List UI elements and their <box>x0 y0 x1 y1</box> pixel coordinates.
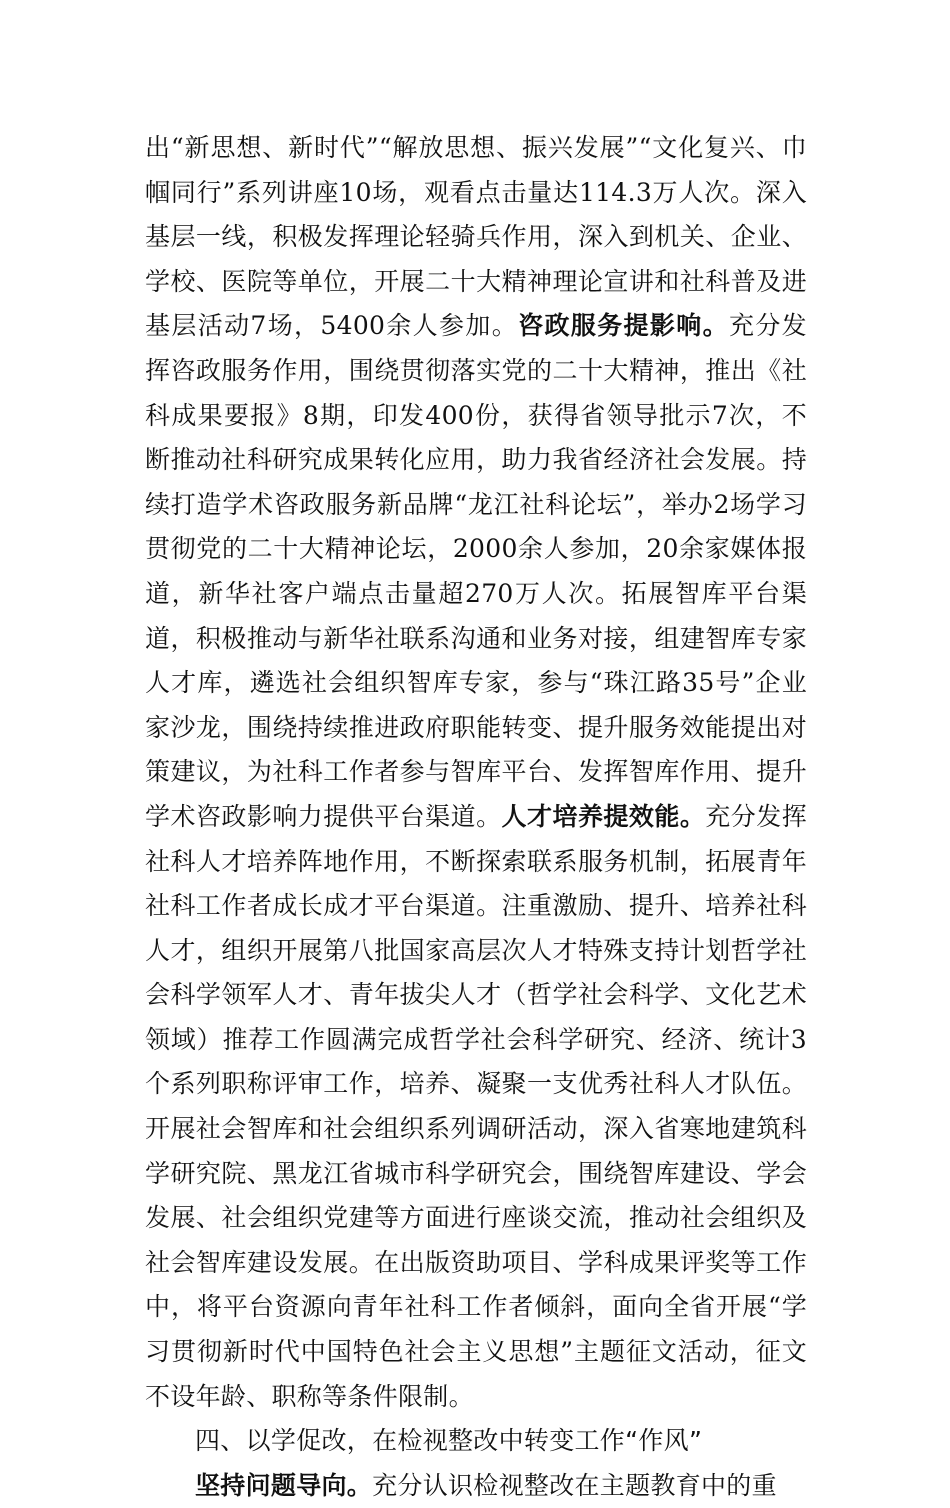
paragraph-text: 出“新思想、新时代”“解放思想、振兴发展”“文化复兴、巾帼同行”系列讲座10场，观看点击量达114.3万人次。深入基层一线，积极发挥理论轻骑兵作用，深入到机关、企业、学校、医院等单位，开展二十大精神理论宣讲和社科普及进基层活动7场，5400余人参加。 <box>145 133 807 341</box>
section-heading: 四、以学促改，在检视整改中转变工作“作风” <box>195 1426 703 1456</box>
bold-subheading: 人才培养提效能。 <box>501 801 706 831</box>
paragraph <box>145 1464 807 1508</box>
bold-subheading: 咨政服务提影响。 <box>518 311 729 341</box>
paragraph-text: 充分发挥咨政服务作用，围绕贯彻落实党的二十大精神，推出《社科成果要报》8期，印发400份，获得省领导批示7次，不断推动社科研究成果转化应用，助力我省经济社会发展。持续打造学术咨政服务新品牌“龙江社科论坛”，举办2场学习贯彻党的二十大精神论坛，2000余人参加，20余家媒体报道，新华社客户端点击量超270万人次。拓展智库平台渠道，积极推动与新华社联系沟通和业务对接，组建智库专家人才库，遴选社会组织智库专家，参与“珠江路35号”企业家沙龙，围绕持续推进政府职能转变、提升服务效能提出对策建议，为社科工作者参与智库平台、发挥智库作用、提升学术咨政影响力提供平台渠道。 <box>145 311 807 831</box>
paragraph <box>145 126 807 1419</box>
body-text <box>145 126 807 1508</box>
paragraph-text: 充分认识检视整改在主题教育中的重 <box>372 1470 777 1500</box>
paragraph-text: 充分发挥社科人才培养阵地作用，不断探索联系服务机制，拓展青年社科工作者成长成才平台渠道。注重激励、提升、培养社科人才，组织开展第八批国家高层次人才特殊支持计划哲学社会科学领军人才、青年拔尖人才（哲学社会科学、文化艺术领域）推荐工作圆满完成哲学社会科学研究、经济、统计3个系列职称评审工作，培养、凝聚一支优秀社科人才队伍。开展社会智库和社会组织系列调研活动，深入省寒地建筑科学研究院、黑龙江省城市科学研究会，围绕智库建设、学会发展、社会组织党建等方面进行座谈交流，推动社会组织及社会智库建设发展。在出版资助项目、学科成果评奖等工作中，将平台资源向青年社科工作者倾斜，面向全省开展“学习贯彻新时代中国特色社会主义思想”主题征文活动，征文不设年龄、职称等条件限制。 <box>145 801 807 1411</box>
bold-subheading: 坚持问题导向。 <box>195 1470 373 1500</box>
